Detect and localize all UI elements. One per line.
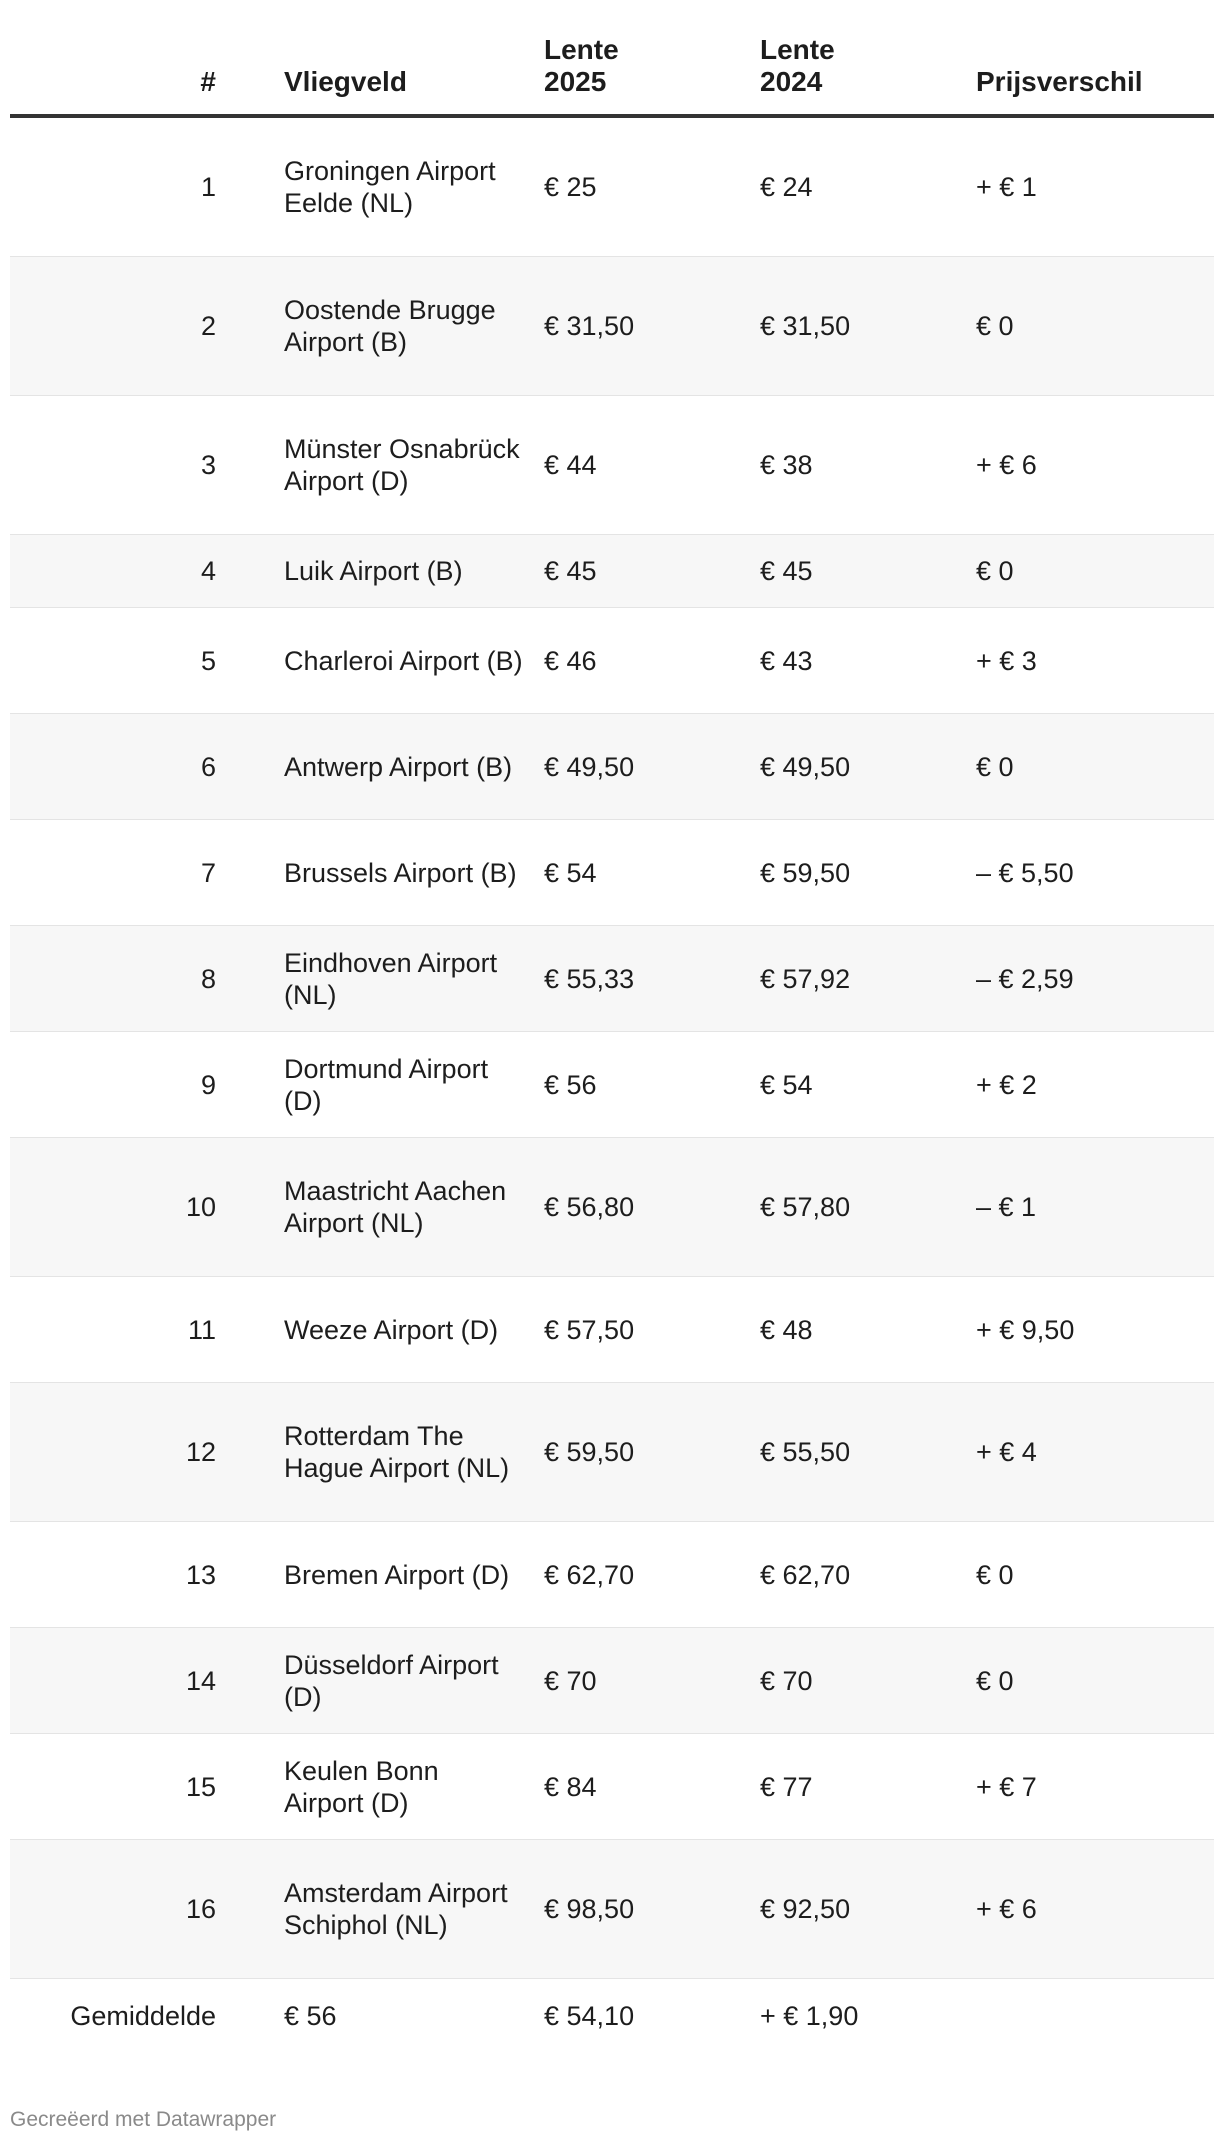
row-price-difference: + € 1	[966, 116, 1214, 257]
row-airport: Amsterdam Airport Schiphol (NL)	[274, 1840, 534, 1979]
header-spring-2024-label: Lente 2024	[760, 34, 835, 97]
row-rank: 13	[10, 1522, 274, 1628]
row-rank: 10	[10, 1138, 274, 1277]
table-row	[10, 396, 1214, 535]
row-spring-2024: € 59,50	[750, 820, 966, 926]
row-spring-2025: € 49,50	[534, 714, 750, 820]
row-spring-2025: € 54	[534, 820, 750, 926]
row-rank: 5	[10, 608, 274, 714]
row-spring-2024: € 70	[750, 1628, 966, 1734]
row-rank: 9	[10, 1032, 274, 1138]
table-row	[10, 257, 1214, 396]
row-spring-2024: € 55,50	[750, 1383, 966, 1522]
row-rank: 8	[10, 926, 274, 1032]
table-footer	[10, 1979, 1214, 2054]
table-row	[10, 926, 1214, 1032]
row-price-difference: € 0	[966, 1522, 1214, 1628]
header-spring-2025[interactable]	[534, 0, 750, 116]
table-row	[10, 820, 1214, 926]
row-spring-2024: € 45	[750, 535, 966, 608]
row-rank: 15	[10, 1734, 274, 1840]
row-rank: 6	[10, 714, 274, 820]
row-spring-2024: € 49,50	[750, 714, 966, 820]
row-price-difference: + € 4	[966, 1383, 1214, 1522]
table-container	[10, 0, 1214, 2053]
row-spring-2025: € 62,70	[534, 1522, 750, 1628]
airport-price-table	[10, 0, 1214, 2053]
row-spring-2025: € 56,80	[534, 1138, 750, 1277]
row-spring-2025: € 45	[534, 535, 750, 608]
header-spring-2025-label: Lente 2025	[544, 34, 619, 97]
row-spring-2025: € 56	[534, 1032, 750, 1138]
row-price-difference: + € 2	[966, 1032, 1214, 1138]
table-row	[10, 116, 1214, 257]
row-rank: 2	[10, 257, 274, 396]
table-row	[10, 1734, 1214, 1840]
row-spring-2024: € 38	[750, 396, 966, 535]
table-row	[10, 714, 1214, 820]
header-price-difference[interactable]: Prijsverschil	[966, 0, 1214, 116]
row-spring-2024: € 54	[750, 1032, 966, 1138]
row-price-difference: + € 3	[966, 608, 1214, 714]
row-airport: Maastricht Aachen Airport (NL)	[274, 1138, 534, 1277]
row-rank: 4	[10, 535, 274, 608]
row-spring-2025: € 46	[534, 608, 750, 714]
row-spring-2025: € 57,50	[534, 1277, 750, 1383]
row-rank: 14	[10, 1628, 274, 1734]
row-price-difference: + € 6	[966, 396, 1214, 535]
row-spring-2025: € 44	[534, 396, 750, 535]
table-row	[10, 1522, 1214, 1628]
table-row	[10, 1032, 1214, 1138]
row-airport: Bremen Airport (D)	[274, 1522, 534, 1628]
row-airport: Keulen Bonn Airport (D)	[274, 1734, 534, 1840]
row-airport: Düsseldorf Airport (D)	[274, 1628, 534, 1734]
row-spring-2025: € 25	[534, 116, 750, 257]
row-rank: 11	[10, 1277, 274, 1383]
row-airport: Luik Airport (B)	[274, 535, 534, 608]
table-header	[10, 0, 1214, 116]
header-rank[interactable]: #	[10, 0, 274, 116]
row-spring-2024: € 62,70	[750, 1522, 966, 1628]
average-spring-2025: € 56	[284, 2001, 337, 2031]
row-price-difference: + € 6	[966, 1840, 1214, 1979]
row-airport: Eindhoven Airport (NL)	[274, 926, 534, 1032]
row-airport: Antwerp Airport (B)	[274, 714, 534, 820]
row-spring-2024: € 43	[750, 608, 966, 714]
table-row	[10, 1628, 1214, 1734]
row-airport: Oostende Brugge Airport (B)	[274, 257, 534, 396]
row-spring-2025: € 70	[534, 1628, 750, 1734]
row-price-difference: € 0	[966, 535, 1214, 608]
row-rank: 16	[10, 1840, 274, 1979]
table-row	[10, 1138, 1214, 1277]
row-spring-2024: € 31,50	[750, 257, 966, 396]
row-spring-2024: € 48	[750, 1277, 966, 1383]
row-airport: Groningen Airport Eelde (NL)	[274, 116, 534, 257]
row-airport: Charleroi Airport (B)	[274, 608, 534, 714]
table-row	[10, 1383, 1214, 1522]
average-spring-2024: € 54,10	[544, 2001, 635, 2031]
row-spring-2025: € 59,50	[534, 1383, 750, 1522]
row-airport: Brussels Airport (B)	[274, 820, 534, 926]
row-rank: 7	[10, 820, 274, 926]
row-rank: 1	[10, 116, 274, 257]
average-price-difference: + € 1,90	[760, 2001, 859, 2031]
table-row	[10, 1277, 1214, 1383]
row-rank: 3	[10, 396, 274, 535]
average-row	[10, 1979, 1214, 2054]
row-airport: Rotterdam The Hague Airport (NL)	[274, 1383, 534, 1522]
row-price-difference: – € 2,59	[966, 926, 1214, 1032]
row-price-difference: € 0	[966, 1628, 1214, 1734]
row-spring-2024: € 77	[750, 1734, 966, 1840]
row-spring-2024: € 57,92	[750, 926, 966, 1032]
average-label: Gemiddelde	[70, 2001, 216, 2031]
row-spring-2025: € 84	[534, 1734, 750, 1840]
average-empty-cell	[966, 1979, 1214, 2054]
row-spring-2024: € 57,80	[750, 1138, 966, 1277]
header-spring-2024[interactable]	[750, 0, 966, 116]
table-row	[10, 608, 1214, 714]
row-price-difference: + € 9,50	[966, 1277, 1214, 1383]
table-body	[10, 116, 1214, 1979]
row-airport: Dortmund Airport (D)	[274, 1032, 534, 1138]
row-airport: Weeze Airport (D)	[274, 1277, 534, 1383]
header-row	[10, 0, 1214, 116]
row-spring-2025: € 55,33	[534, 926, 750, 1032]
row-price-difference: € 0	[966, 257, 1214, 396]
row-spring-2025: € 98,50	[534, 1840, 750, 1979]
table-row	[10, 535, 1214, 608]
table-row	[10, 1840, 1214, 1979]
row-price-difference: – € 5,50	[966, 820, 1214, 926]
row-spring-2024: € 24	[750, 116, 966, 257]
row-spring-2024: € 92,50	[750, 1840, 966, 1979]
row-price-difference: + € 7	[966, 1734, 1214, 1840]
row-airport: Münster Osnabrück Airport (D)	[274, 396, 534, 535]
header-airport[interactable]: Vliegveld	[274, 0, 534, 116]
row-spring-2025: € 31,50	[534, 257, 750, 396]
row-rank: 12	[10, 1383, 274, 1522]
row-price-difference: € 0	[966, 714, 1214, 820]
row-price-difference: – € 1	[966, 1138, 1214, 1277]
datawrapper-credit[interactable]: Gecreëerd met Datawrapper	[10, 2108, 277, 2131]
